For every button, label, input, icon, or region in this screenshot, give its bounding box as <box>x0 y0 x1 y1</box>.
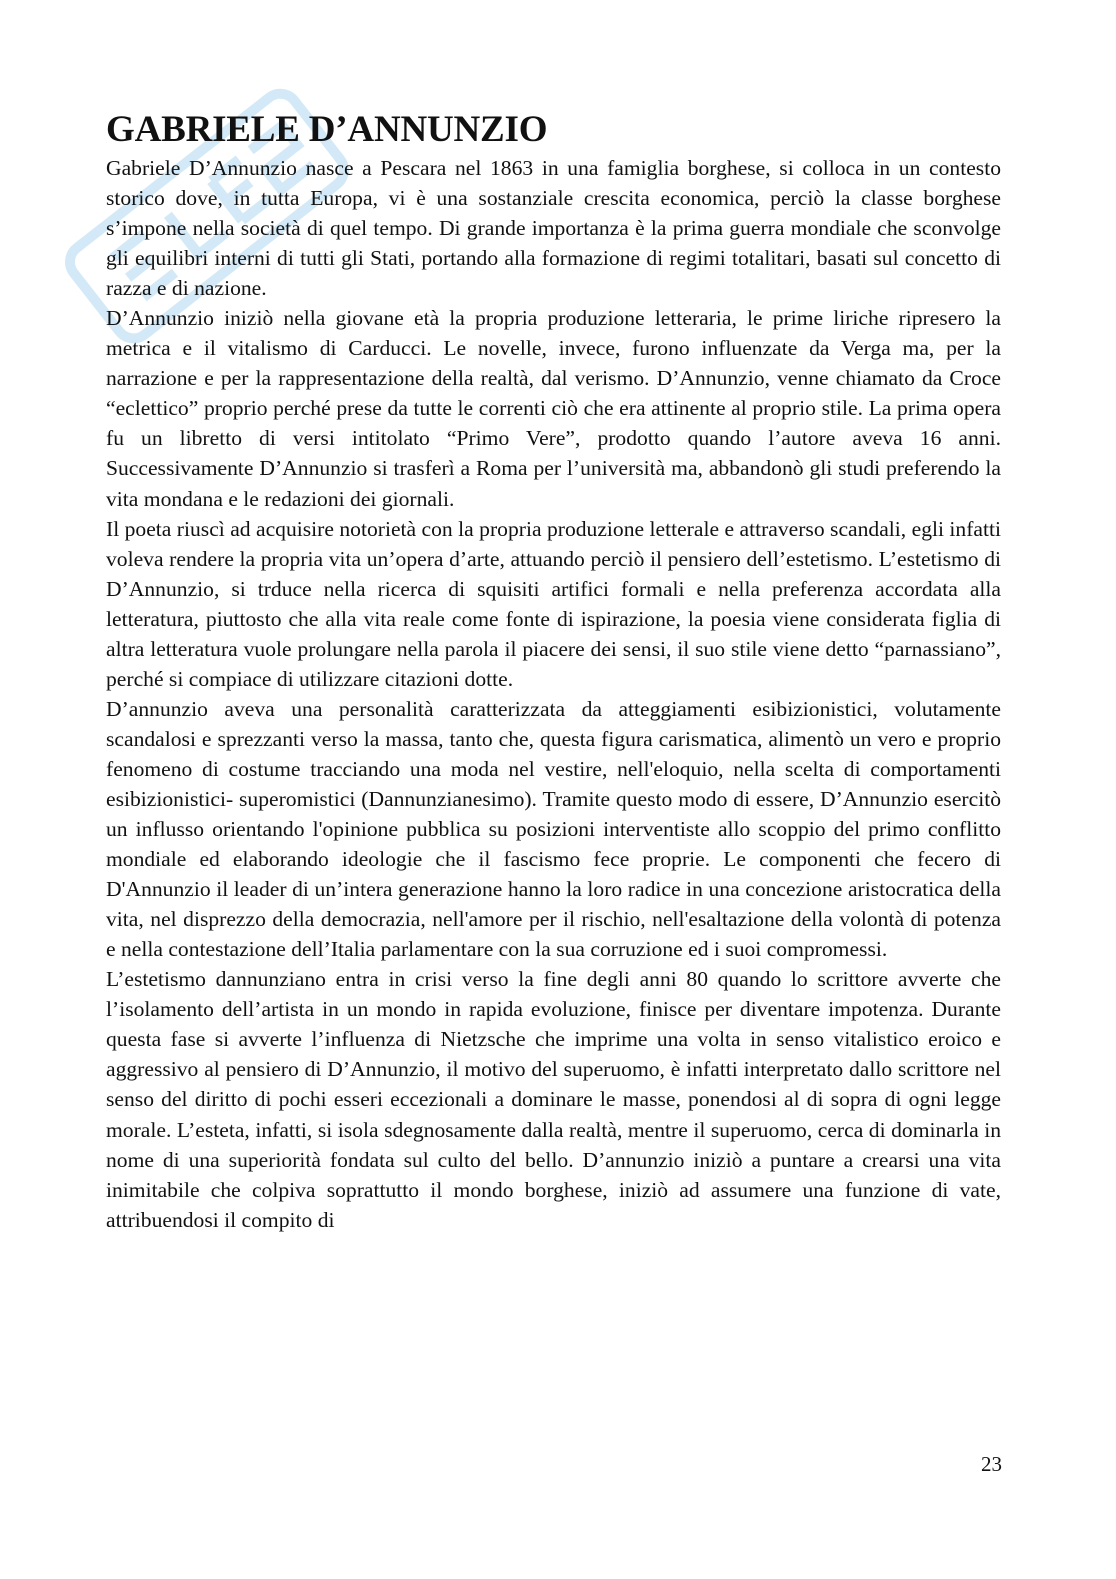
page-number: 23 <box>981 1452 1002 1476</box>
paragraph-4: D’annunzio aveva una personalità caratterizzata da atteggiamenti esibizionistici, volutamente scandalosi e sprezzanti verso la massa, tanto che, questa figura carismatica, alimentò un vero e proprio fenomeno di costume tracciando una moda nel vestire, nell'eloquio, nella scelta di comportamenti esibizionistici- superomistici (Dannunzianesimo). Tramite questo modo di essere, D’Annunzio esercitò un influsso orientando l'opinione pubblica su posizioni interventiste allo scoppio del primo conflitto mondiale ed elaborando ideologie che il fascismo fece proprie. Le componenti che fecero di D'Annunzio il leader di un’intera generazione hanno la loro radice in una concezione aristocratica della vita, nel disprezzo della democrazia, nell'amore per il rischio, nell'esaltazione della volontà di potenza e nella contestazione dell’Italia parlamentare con la sua corruzione ed i suoi compromessi. <box>106 696 1001 962</box>
paragraph-1: Gabriele D’Annunzio nasce a Pescara nel 1863 in una famiglia borghese, si colloca in un contesto storico dove, in tutta Europa, vi è una sostanziale crescita economica, perciò la classe borghese s’impone nella società di quel tempo. Di grande importanza è la prima guerra mondiale che sconvolge gli equilibri interni di tutti gli Stati, portando alla formazione di regimi totalitari, basati sul concetto di razza e di nazione. <box>106 156 1001 301</box>
paragraph-3: Il poeta riuscì ad acquisire notorietà con la propria produzione letterale e attraverso scandali, egli infatti voleva rendere la propria vita un’opera d’arte, attuando perciò il pensiero dell’estetismo. L’estetismo di D’Annunzio, si trduce nella ricerca di squisiti artifici formali e nella preferenza accordata alla letteratura, piuttosto che alla vita reale come fonte di ispirazione, la poesia viene considerata figlia di altra letteratura vuole prolungare nella parola il piacere dei sensi, il suo stile viene detto “parnassiano”, perché si compiace di utilizzare citazioni dotte. <box>106 516 1001 691</box>
page-title: GABRIELE D’ANNUNZIO <box>106 109 548 150</box>
paragraph-5: L’estetismo dannunziano entra in crisi verso la fine degli anni 80 quando lo scrittore avverte che l’isolamento dell’artista in un mondo in rapida evoluzione, finisce per diventare impotenza. Durante questa fase si avverte l’influenza di Nietzsche che imprime una volta in senso vitalistico eroico e aggressivo al pensiero di D’Annunzio, il motivo del superuomo, è infatti interpretato dallo scrittore nel senso del diritto di pochi esseri eccezionali a dominare le masse, ponendosi al di sopra di ogni legge morale. L’esteta, infatti, si isola sdegnosamente dalla realtà, mentre il superuomo, cerca di dominarla in nome di una superiorità fondata sul culto del bello. D’annunzio iniziò a puntare a crearsi una vita inimitabile che colpiva soprattutto il mondo borghese, iniziò ad assumere una funzione di vate, attribuendosi il compito di <box>106 967 1001 1232</box>
document-body <box>106 108 1001 1235</box>
paragraph-2: D’Annunzio iniziò nella giovane età la propria produzione letteraria, le prime liriche ripresero la metrica e il vitalismo di Carducci. Le novelle, invece, furono influenzate da Verga ma, per la narrazione e per la rappresentazione della realtà, dal verismo. D’Annunzio, venne chiamato da Croce “eclettico” proprio perché prese da tutte le correnti ciò che era attinente al proprio stile. La prima opera fu un libretto di versi intitolato “Primo Vere”, prodotto quando l’autore aveva 16 anni. Successivamente D’Annunzio si trasferì a Roma per l’università ma, abbandonò gli studi preferendo la vita mondana e le redazioni dei giornali. <box>106 306 1001 511</box>
